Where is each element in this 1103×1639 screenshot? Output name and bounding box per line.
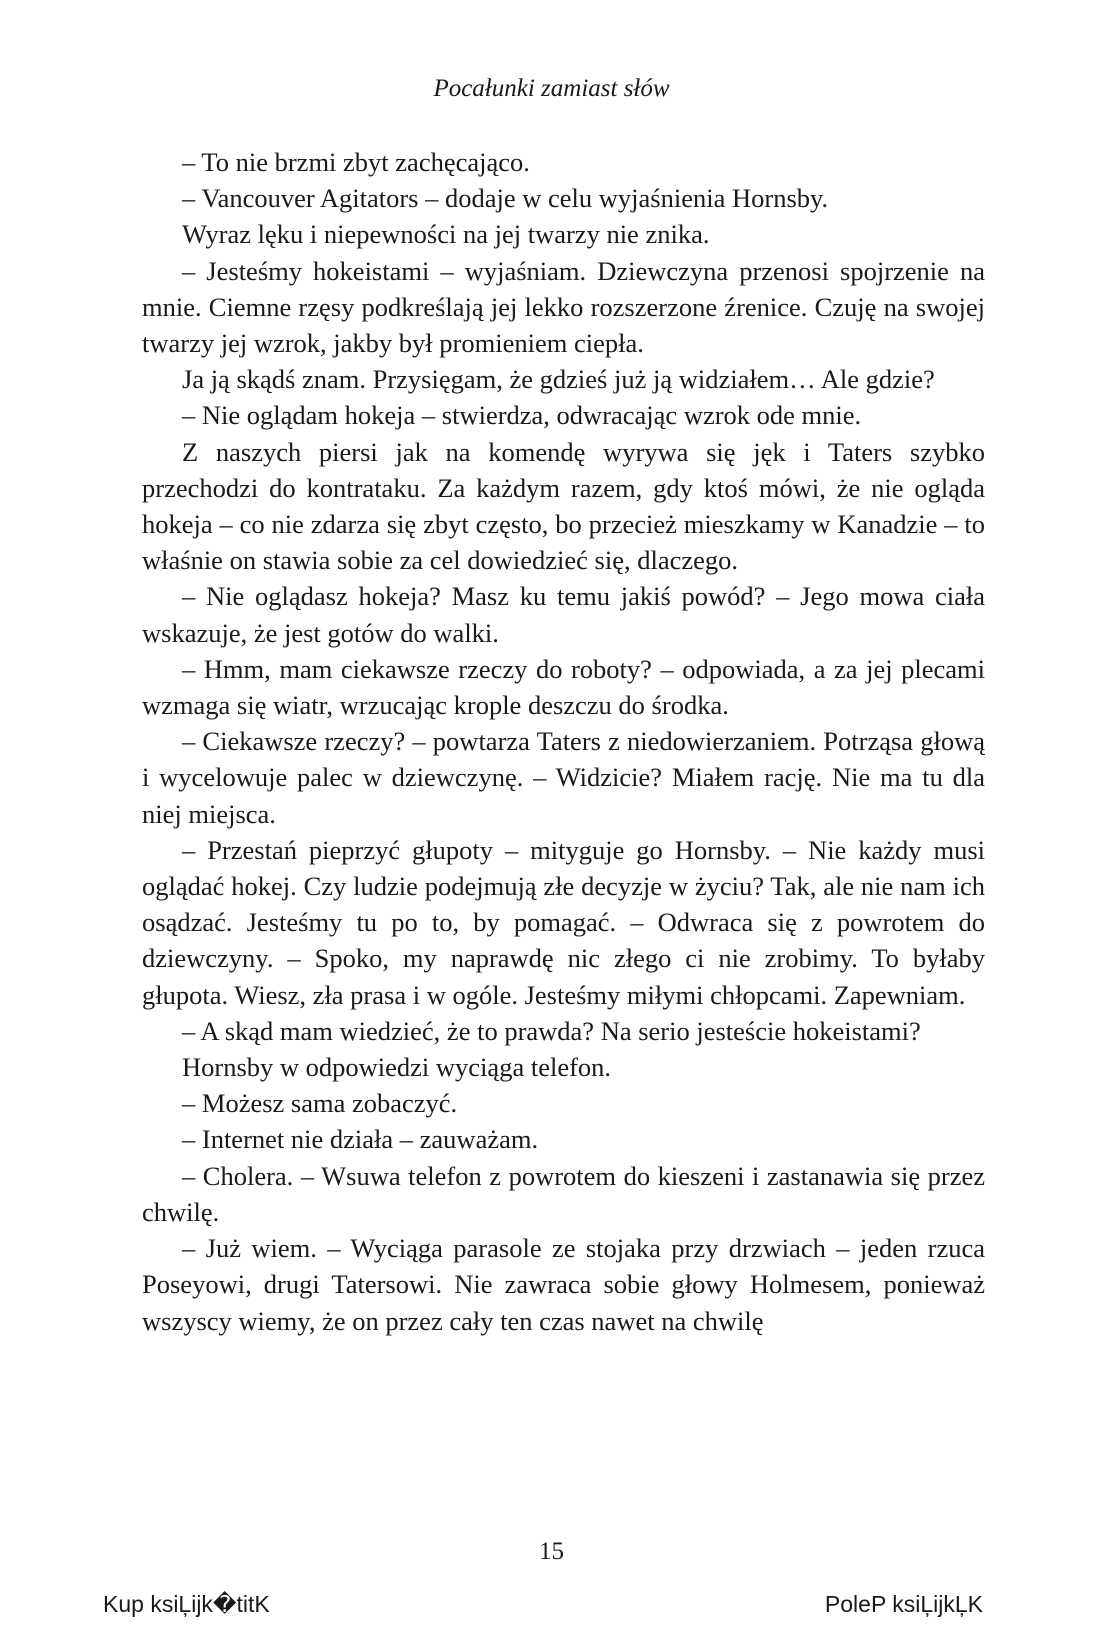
paragraph: Ja ją skądś znam. Przysięgam, że gdzieś już ją widziałem… Ale gdzie?	[182, 364, 935, 395]
paragraph: Z naszych piersi jak na komendę wyrywa się jęk i Taters szybko przechodzi do kontrataku. Za każdym razem, gdy ktoś mówi, że nie ogląda hokeja – co nie zdarza się zbyt często, bo przecież mieszkamy w Kanadzie – to właśnie on stawia sobie za cel dowiedzieć się, dlaczego.	[142, 436, 985, 576]
paragraph: – Ciekawsze rzeczy? – powtarza Taters z niedowierzaniem. Potrząsa głową i wycelowuje palec w dziewczynę. – Widzicie? Miałem rację. Nie ma tu dla niej miejsca.	[142, 726, 985, 829]
running-head-title: Pocałunki zamiast słów	[433, 75, 670, 102]
paragraph: – Przestań pieprzyć głupoty – mityguje go Hornsby. – Nie każdy musi oglądać hokej. Czy ludzie podejmują złe decyzje w życiu? Tak, ale nie nam ich osądzać. Jesteśmy tu po to, by pomagać. – Odwraca się z powrotem do dziewczyny. – Spoko, my naprawdę nic złego ci nie zrobimy. To byłaby głupota. Wiesz, zła prasa i w ogóle. Jesteśmy miłymi chłopcami. Zapewniam.	[142, 834, 985, 1010]
buy-book-link[interactable]: Kup ksiĻĳk�titK	[103, 1591, 270, 1617]
paragraph: – Internet nie działa – zauważam.	[182, 1124, 539, 1155]
body-text	[142, 144, 985, 1339]
paragraph: – Hmm, mam ciekawsze rzeczy do roboty? – odpowiada, a za jej plecami wzmaga się wiatr, wrzucając krople deszczu do środka.	[142, 653, 985, 721]
paragraph: – Cholera. – Wsuwa telefon z powrotem do kieszeni i zastanawia się przez chwilę.	[142, 1160, 985, 1227]
page-number: 15	[539, 1538, 564, 1565]
paragraph: Wyraz lęku i niepewności na jej twarzy nie znika.	[182, 219, 710, 250]
paragraph: – Jesteśmy hokeistami – wyjaśniam. Dziewczyna przenosi spojrzenie na mnie. Ciemne rzęsy podkreślają jej lekko rozszerzone źrenice. Czuję na swojej twarzy jej wzrok, jakby był promieniem ciepła.	[142, 255, 985, 359]
paragraph: – Vancouver Agitators – dodaje w celu wyjaśnienia Hornsby.	[182, 183, 829, 214]
paragraph: – To nie brzmi zbyt zachęcająco.	[182, 147, 530, 177]
paragraph: – A skąd mam wiedzieć, że to prawda? Na serio jesteście hokeistami?	[182, 1015, 921, 1046]
paragraph: – Już wiem. – Wyciąga parasole ze stojaka przy drzwiach – jeden rzuca Poseyowi, drugi Tatersowi. Nie zawraca sobie głowy Holmesem, ponieważ wszyscy wiemy, że on przez cały ten czas nawet na chwilę	[142, 1233, 985, 1336]
paragraph: – Możesz sama zobaczyć.	[182, 1088, 458, 1119]
paragraph: – Nie oglądam hokeja – stwierdza, odwracając wzrok ode mnie.	[182, 400, 862, 431]
paragraph: Hornsby w odpowiedzi wyciąga telefon.	[182, 1052, 612, 1083]
recommend-book-link[interactable]: PoleP ksiĻĳkĻK	[824, 1591, 983, 1617]
paragraph: – Nie oglądasz hokeja? Masz ku temu jakiś powód? – Jego mowa ciała wskazuje, że jest gotów do walki.	[142, 581, 985, 648]
